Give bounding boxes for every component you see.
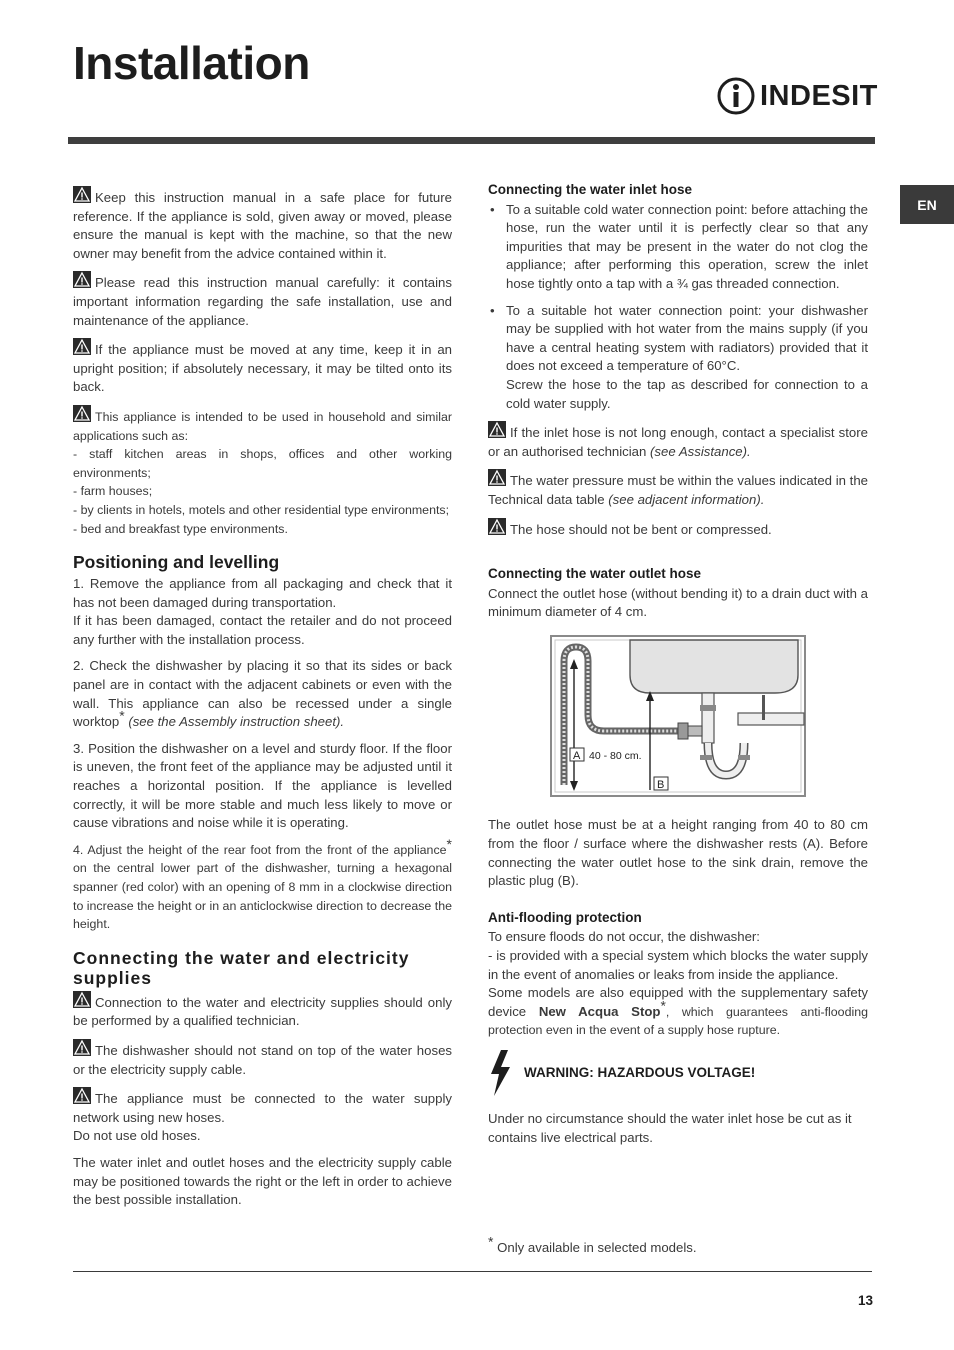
warning-paragraph: The hose should not be bent or compressed. [488, 518, 868, 540]
subheading-antiflood: Anti-flooding protection [488, 909, 642, 925]
footnote-marker: * [119, 707, 125, 724]
warning-paragraph: The water pressure must be within the values indicated in the Technical data table (see adjacent information). [488, 469, 868, 509]
outlet-hose-diagram [550, 635, 806, 797]
step-4: 4. Adjust the height of the rear foot from the front of the appliance* on the central lower part of the dishwasher, turning a hexagonal spanner (red color) with an opening of 8 mm in a clockwise direction to increase the height or in an anticlockwise direction to decrease the height. [73, 835, 452, 932]
warning-paragraph: If the inlet hose is not long enough, contact a specialist store or an authorised technician (see Assistance). [488, 421, 868, 461]
diagram-label-b: B [657, 778, 665, 791]
footnote-marker: * [660, 997, 666, 1014]
brand-logo [716, 76, 878, 116]
warning-paragraph: If the appliance must be moved at any time, keep it in an upright position; if absolutely necessary, it may be tilted onto its back. [73, 338, 452, 397]
usage-item: - staff kitchen areas in shops, offices and other working environments; [73, 447, 452, 480]
outlet-paragraph: Connect the outlet hose (without bending it) to a drain duct with a minimum diameter of 4 cm. [488, 585, 868, 620]
usage-item: - bed and breakfast type environments. [73, 521, 288, 536]
warning-icon [488, 518, 506, 535]
indesit-i-icon [716, 76, 756, 116]
left-column [73, 186, 452, 1218]
lightning-bolt-icon [488, 1050, 512, 1096]
list-item: • To a suitable hot water connection point: your dishwasher may be supplied with hot water from the mains supply (if you have a central heating system with radiators) provided that it does not exceed a temperature of 60°C. Screw the hose to the tap as described for connection to a cold water supply. [488, 302, 868, 414]
footnote-marker: * [446, 835, 452, 852]
footnote-marker: * [488, 1233, 494, 1250]
hoses-position-paragraph: The water inlet and outlet hoses and the electricity supply cable may be positioned towards the right or the left in order to achieve the best possible installation. [73, 1154, 452, 1208]
warning-icon [488, 469, 506, 486]
usage-item: - farm houses; [73, 484, 153, 499]
warning-icon [73, 1039, 91, 1056]
footnote: * Only available in selected models. [488, 1233, 697, 1255]
section-heading-connecting: Connecting the water and electricity supplies [73, 947, 410, 988]
warning-icon [73, 405, 91, 422]
warning-icon [73, 1087, 91, 1104]
subheading-inlet: Connecting the water inlet hose [488, 182, 693, 197]
page-number: 13 [858, 1293, 874, 1308]
header-divider [68, 137, 875, 144]
hazard-warning [488, 1050, 868, 1096]
hazard-paragraph: Under no circumstance should the water inlet hose be cut as it contains live electrical parts. [488, 1111, 852, 1145]
list-item: • To a suitable cold water connection point: before attaching the hose, run the water until it is perfectly clear so that any impurities that may be present in the water do not clog the appliance; after performing this operation, screw the inlet hose tightly onto a tap with a ¾ gas threaded connection. [488, 201, 868, 294]
step-2: 2. Check the dishwasher by placing it so that its sides or back panel are in contact with the adjacent cabinets or even with the wall. This appliance can also be recessed under a single worktop* (see the Assembly instruction sheet). [73, 658, 452, 730]
outlet-height-paragraph: The outlet hose must be at a height ranging from 40 to 80 cm from the floor / surface where the dishwasher rests (A). Before connecting the water outlet hose to the sink drain, remove the plastic plug (B). [488, 817, 868, 889]
diagram-label-a: A [573, 749, 581, 762]
diagram-range: 40 - 80 cm. [589, 749, 642, 762]
subheading-outlet: Connecting the water outlet hose [488, 566, 702, 582]
antiflood-paragraph: To ensure floods do not occur, the dishwasher: - is provided with a special system which blocks the water supply in the event of anomalies or leaks from inside the appliance. Some models are also equipped with the supplementary safety device New Acqua Stop*, which guarantees anti-flooding protection even in the event of a supply hose rupture. [488, 929, 868, 1038]
warning-icon [488, 421, 506, 438]
usage-item: - by clients in hotels, motels and other residential type environments; [73, 502, 450, 517]
warning-paragraph: Keep this instruction manual in a safe place for future reference. If the appliance is sold, given away or moved, please ensure the manual is kept with the machine, so that the new owner may benefit from the advice contained within it. [73, 186, 452, 263]
warning-paragraph: The appliance must be connected to the water supply network using new hoses. Do not use old hoses. [73, 1087, 452, 1146]
section-heading-positioning: Positioning and levelling [73, 552, 280, 573]
warning-icon [73, 271, 91, 288]
language-tab: EN [900, 185, 954, 224]
step-1: 1. Remove the appliance from all packaging and check that it has not been damaged during transportation. If it has been damaged, contact the retailer and do not proceed any further with the installation process. [73, 576, 452, 647]
brand-name: INDESIT [760, 79, 878, 112]
hazard-label: WARNING: HAZARDOUS VOLTAGE! [524, 1064, 756, 1080]
page-title: Installation [73, 37, 310, 89]
usage-paragraph: This appliance is intended to be used in household and similar applications such as: - staff kitchen areas in shops, offices and other working environments; - farm houses; - by clients in hotels, motels and other residential type environments; - bed and breakfast type environments. [73, 405, 452, 538]
right-column [488, 181, 868, 1155]
warning-icon [73, 338, 91, 355]
warning-paragraph: Connection to the water and electricity supplies should only be performed by a qualified technician. [73, 991, 452, 1031]
warning-paragraph: The dishwasher should not stand on top of the water hoses or the electricity supply cable. [73, 1039, 452, 1079]
step-3: 3. Position the dishwasher on a level and sturdy floor. If the floor is uneven, the front feet of the appliance may be adjusted until it reaches a horizontal position. If the appliance is levelled correctly, it will be more stable and much less likely to move or cause vibrations and noise while it is operating. [73, 740, 452, 831]
warning-icon [73, 186, 91, 203]
warning-icon [73, 991, 91, 1008]
warning-paragraph: Please read this instruction manual carefully: it contains important information regarding the safe installation, use and maintenance of the appliance. [73, 271, 452, 330]
footer-divider [73, 1271, 872, 1272]
